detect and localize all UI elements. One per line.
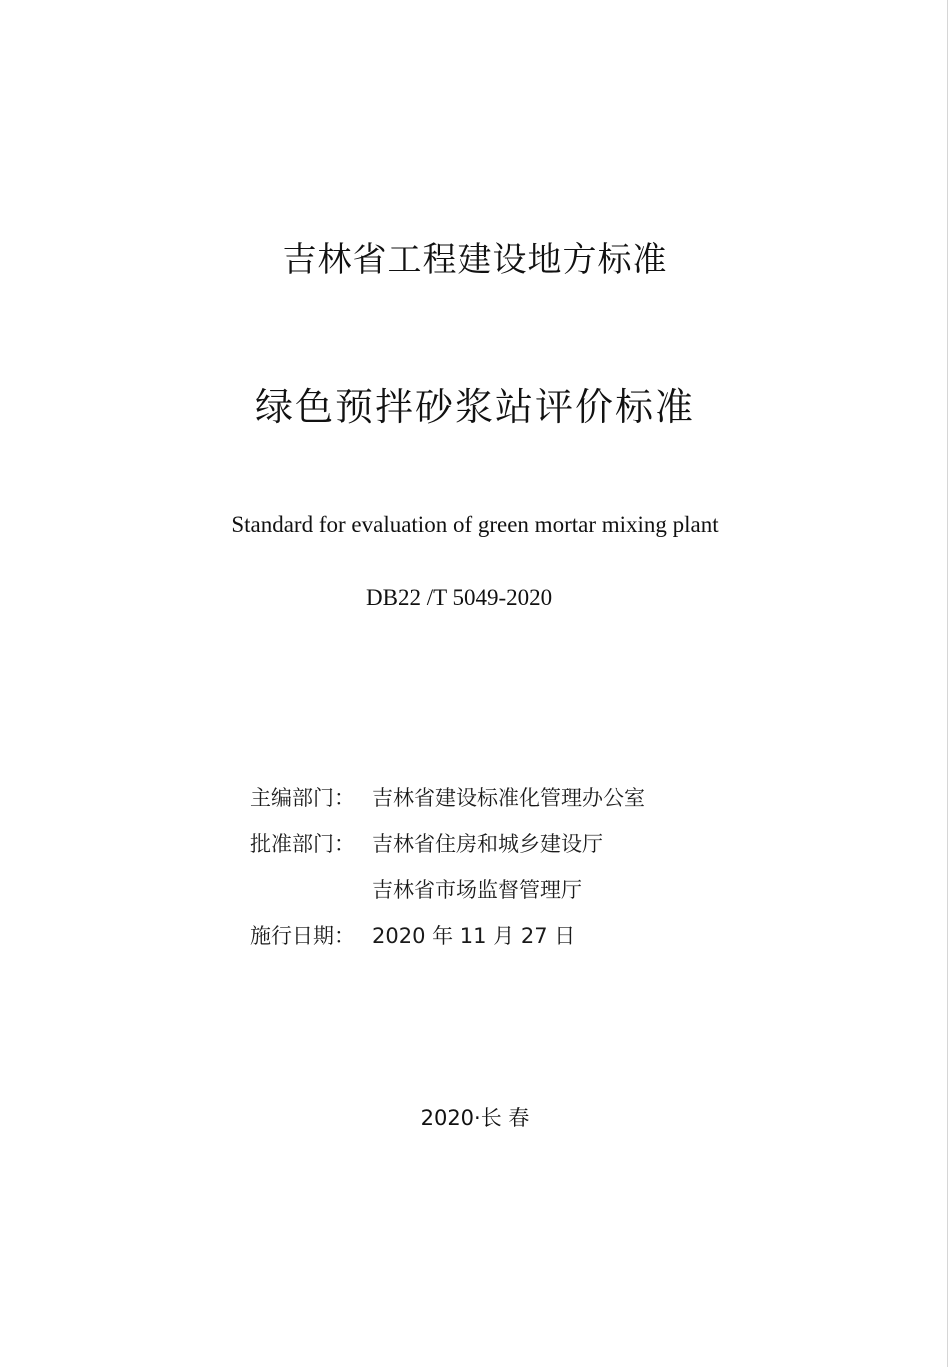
footer-year-city: 2020·长 春	[420, 1106, 530, 1130]
effective-date-value: 2020 年 11 月 27 日	[372, 924, 576, 948]
approver-row-2	[250, 874, 645, 920]
approver-label: 批准部门：	[250, 832, 355, 856]
series-title: 吉林省工程建设地方标准	[282, 240, 668, 280]
page-edge-line	[947, 0, 948, 1367]
effective-date-row	[250, 920, 645, 966]
approver-row	[250, 828, 645, 874]
approver-value-2: 吉林省市场监督管理厅	[372, 878, 582, 902]
effective-date-label: 施行日期：	[250, 924, 355, 948]
editor-label: 主编部门：	[250, 786, 355, 810]
editor-value: 吉林省建设标准化管理办公室	[372, 786, 645, 810]
editor-row	[250, 782, 645, 828]
english-title: Standard for evaluation of green mortar mixing plant	[231, 512, 719, 537]
approver-value-1: 吉林省住房和城乡建设厅	[372, 832, 603, 856]
standard-code: DB22 /T 5049-2020	[366, 585, 553, 610]
publication-info	[250, 782, 645, 966]
document-title: 绿色预拌砂浆站评价标准	[254, 385, 695, 429]
